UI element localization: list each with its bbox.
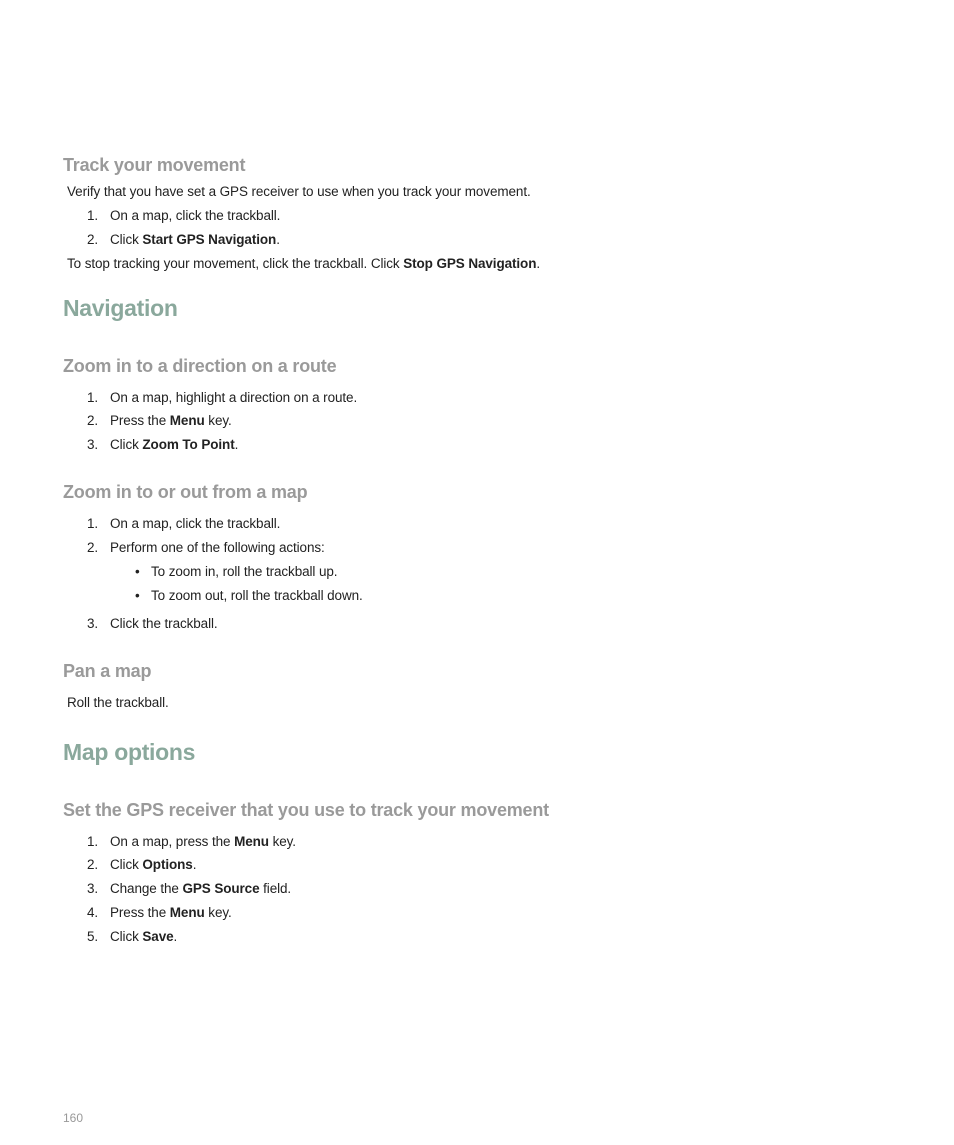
pan-map-heading: Pan a map: [63, 661, 152, 681]
page-number: 160: [63, 1111, 84, 1125]
list-item: 3. Change the GPS Source field.: [87, 881, 292, 896]
list-item: 2. Perform one of the following actions:: [87, 540, 325, 555]
list-item: 4. Press the Menu key.: [87, 905, 232, 920]
bullet-item: • To zoom out, roll the trackball down.: [135, 588, 363, 603]
list-item: 1. On a map, highlight a direction on a route.: [87, 390, 358, 405]
gps-receiver-heading: Set the GPS receiver that you use to track your movement: [63, 800, 549, 820]
map-options-title: Map options: [63, 739, 196, 765]
track-movement-intro: Verify that you have set a GPS receiver to use when you track your movement.: [67, 184, 531, 199]
list-item: 1. On a map, press the Menu key.: [87, 834, 296, 849]
list-item: 3. Click the trackball.: [87, 616, 218, 631]
list-item: 1. On a map, click the trackball.: [87, 516, 281, 531]
list-item: 1. On a map, click the trackball.: [87, 208, 281, 223]
list-item: 2. Press the Menu key.: [87, 413, 232, 428]
list-item: 3. Click Zoom To Point.: [87, 437, 239, 452]
zoom-direction-heading: Zoom in to a direction on a route: [63, 356, 337, 376]
track-movement-heading: Track your movement: [63, 155, 246, 175]
bullet-item: • To zoom in, roll the trackball up.: [135, 564, 338, 579]
list-item: 2. Click Start GPS Navigation.: [87, 232, 280, 247]
list-item: 2. Click Options.: [87, 857, 197, 872]
navigation-title: Navigation: [63, 295, 178, 321]
pan-map-text: Roll the trackball.: [67, 695, 169, 710]
stop-tracking-text: To stop tracking your movement, click the trackball. Click Stop GPS Navigation.: [67, 256, 541, 271]
list-item: 5. Click Save.: [87, 929, 178, 944]
zoom-map-heading: Zoom in to or out from a map: [63, 482, 308, 502]
